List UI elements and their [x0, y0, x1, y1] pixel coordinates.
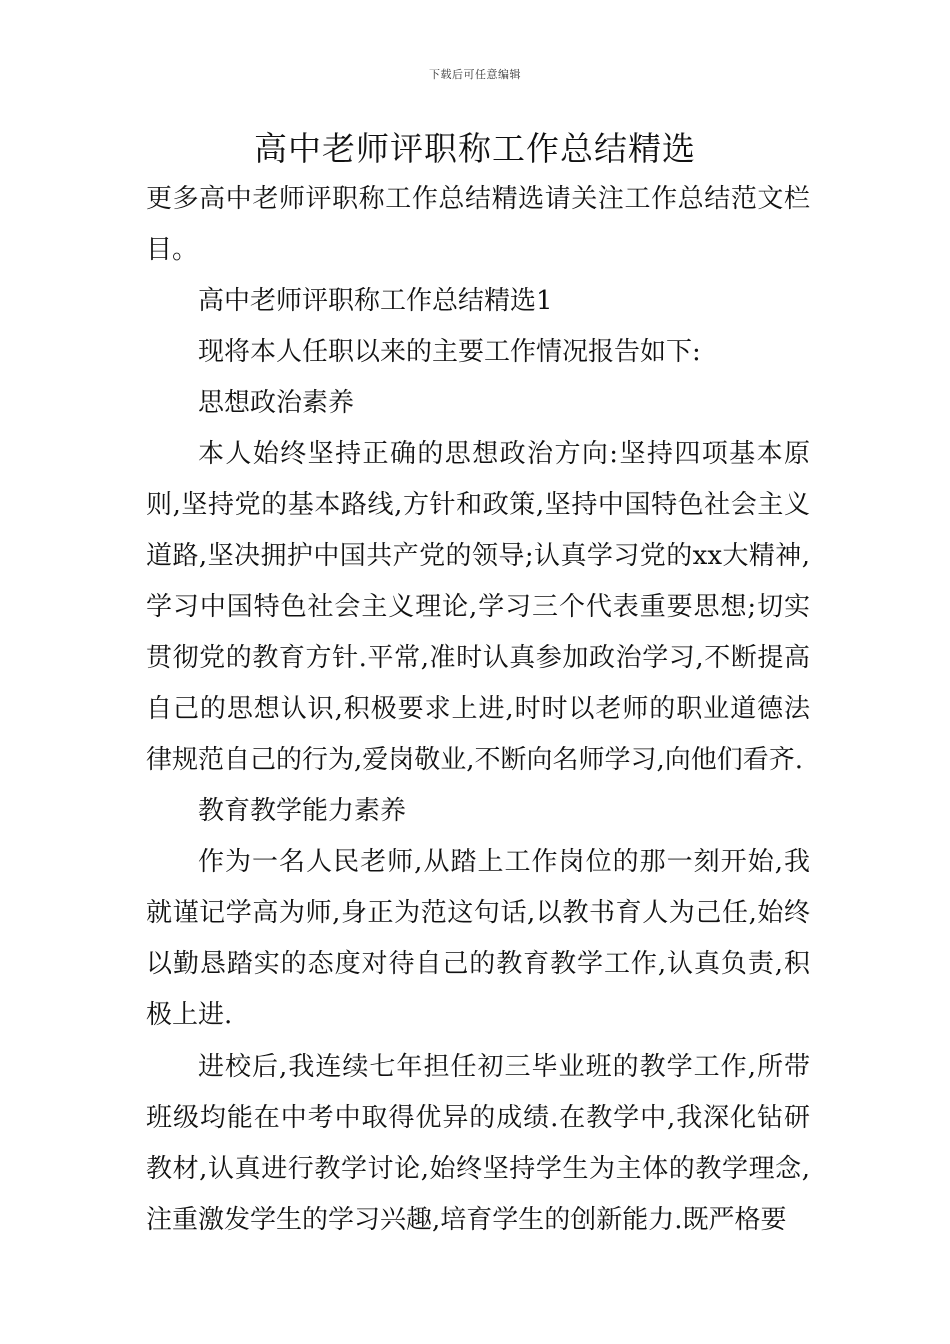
teaching-paragraph-2: 进校后,我连续七年担任初三毕业班的教学工作,所带班级均能在中考中取得优异的成绩.在教学中,我深化钻研教材,认真进行教学讨论,始终坚持学生为主体的教学理念,注重激发学生的学习兴趣,培育学生的创新能力.既严格要	[146, 1052, 810, 1235]
section-heading-teaching: 教育教学能力素养	[198, 796, 407, 826]
political-paragraph: 本人始终坚持正确的思想政治方向:坚持四项基本原则,坚持党的基本路线,方针和政策,坚持中国特色社会主义道路,坚决拥护中国共产党的领导;认真学习党的xx大精神,学习中国特色社会主义理论,学习三个代表重要思想;切实贯彻党的教育方针.平常,准时认真参加政治学习,不断提高自己的思想认识,积极要求上进,时时以老师的职业道德法律规范自己的行为,爱岗敬业,不断向名师学习,向他们看齐.	[146, 439, 810, 775]
teaching-paragraph-1: 作为一名人民老师,从踏上工作岗位的那一刻开始,我就谨记学高为师,身正为范这句话,以教书育人为己任,始终以勤恳踏实的态度对待自己的教育教学工作,认真负责,积极上进.	[146, 847, 810, 1030]
document-title: 高中老师评职称工作总结精选	[254, 129, 696, 168]
report-intro-paragraph: 现将本人任职以来的主要工作情况报告如下:	[198, 337, 701, 367]
intro-paragraph: 更多高中老师评职称工作总结精选请关注工作总结范文栏目。	[146, 184, 810, 265]
section-heading-1: 高中老师评职称工作总结精选1	[198, 286, 553, 316]
section-heading-political: 思想政治素养	[198, 388, 355, 418]
document-body	[146, 174, 810, 1246]
header-note: 下载后可任意编辑	[429, 68, 521, 81]
